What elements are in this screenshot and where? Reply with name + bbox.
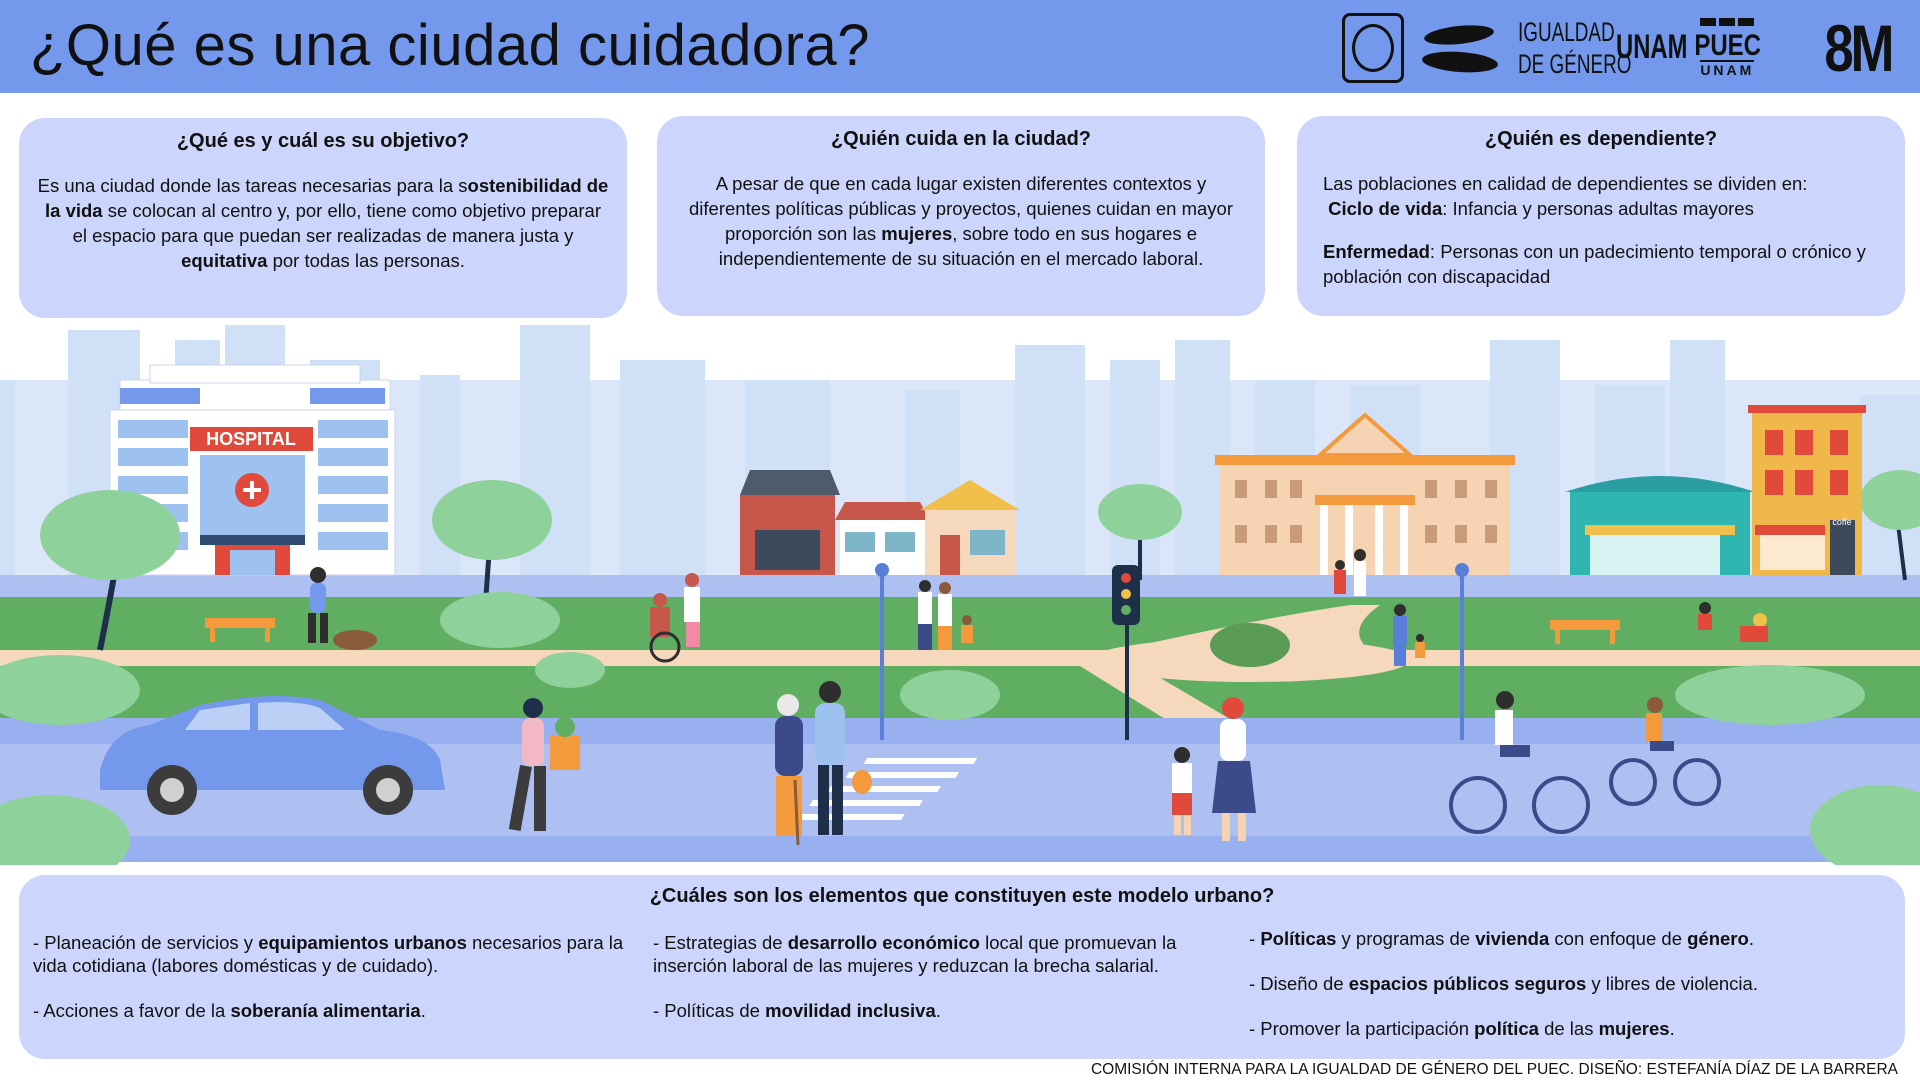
city-illustration (0, 320, 1920, 865)
elements-column-2 (653, 931, 1253, 1044)
elements-column-1 (33, 931, 633, 1044)
list-item: - Políticas y programas de vivienda con enfoque de género. (1249, 928, 1754, 949)
market-building (1565, 476, 1755, 575)
cafe-building (1748, 405, 1866, 575)
puec-logo: PUEC UNAM (1696, 18, 1758, 78)
8m-logo: 8M (1824, 10, 1892, 85)
list-item: - Acciones a favor de la soberanía alimentaria. (33, 1000, 426, 1021)
card-elementos (19, 875, 1905, 1059)
list-item: - Estrategias de desarrollo económico local que promuevan la inserción laboral de las mujeres y reduzcan la brecha salarial. (653, 932, 1177, 976)
list-item: - Planeación de servicios y equipamientos urbanos necesarios para la vida cotidiana (labores domésticas y de cuidado). (33, 932, 624, 976)
igualdad-genero-logo: IGUALDAD DE GÉNERO (1518, 16, 1632, 79)
card-body: Las poblaciones en calidad de dependientes se dividen en: Ciclo de vida: Infancia y personas adultas mayores (1323, 173, 1808, 219)
card-heading: ¿Quién cuida en la ciudad? (830, 128, 1092, 150)
path (0, 650, 1920, 666)
cafe-sign: coffe (1832, 517, 1852, 527)
elements-columns (19, 928, 1905, 1051)
footer-credit: COMISIÓN INTERNA PARA LA IGUALDAD DE GÉNERO DEL PUEC. DISEÑO: ESTEFANÍA DÍAZ DE LA BARRERA (1090, 1061, 1898, 1078)
elements-column-3 (1249, 927, 1889, 1062)
page-title: ¿Qué es una ciudad cuidadora? (30, 13, 870, 78)
card-body-2: Enfermedad: Personas con un padecimiento temporal o crónico y población con discapacidad (1323, 241, 1866, 287)
card-body: A pesar de que en cada lugar existen diferentes contextos y diferentes políticas públicas y proyectos, quienes cuidan en mayor proporción son las mujeres, sobre todo en sus hogares e independientemente de su situación en el mercado laboral. (689, 173, 1233, 269)
card-heading: ¿Qué es y cuál es su objetivo? (176, 130, 470, 152)
unam-seal-logo (1342, 13, 1404, 83)
unam-logo-text: UNAM (1616, 28, 1688, 66)
list-item: - Diseño de espacios públicos seguros y libres de violencia. (1249, 973, 1758, 994)
igualdad-pebbles-logo (1422, 18, 1500, 78)
card-que-es (19, 118, 627, 318)
card-quien-dependiente (1297, 116, 1905, 316)
header-bar (0, 0, 1920, 93)
hospital-sign: HOSPITAL (206, 429, 296, 449)
logo-strip (1342, 10, 1900, 85)
list-item: - Políticas de movilidad inclusiva. (653, 1000, 941, 1021)
list-item: - Promover la participación política de las mujeres. (1249, 1018, 1675, 1039)
card-body: Es una ciudad donde las tareas necesarias para la sostenibilidad de la vida se colocan al centro y, por ello, tiene como objetivo preparar el espacio para que puedan ser realizadas de manera justa y equitativa por todas las personas. (37, 175, 609, 271)
card-heading: ¿Cuáles son los elementos que constituyen este modelo urbano? (649, 885, 1275, 907)
card-heading: ¿Quién es dependiente? (1484, 128, 1718, 150)
upper-sidewalk (0, 575, 1920, 597)
card-quien-cuida (657, 116, 1265, 316)
